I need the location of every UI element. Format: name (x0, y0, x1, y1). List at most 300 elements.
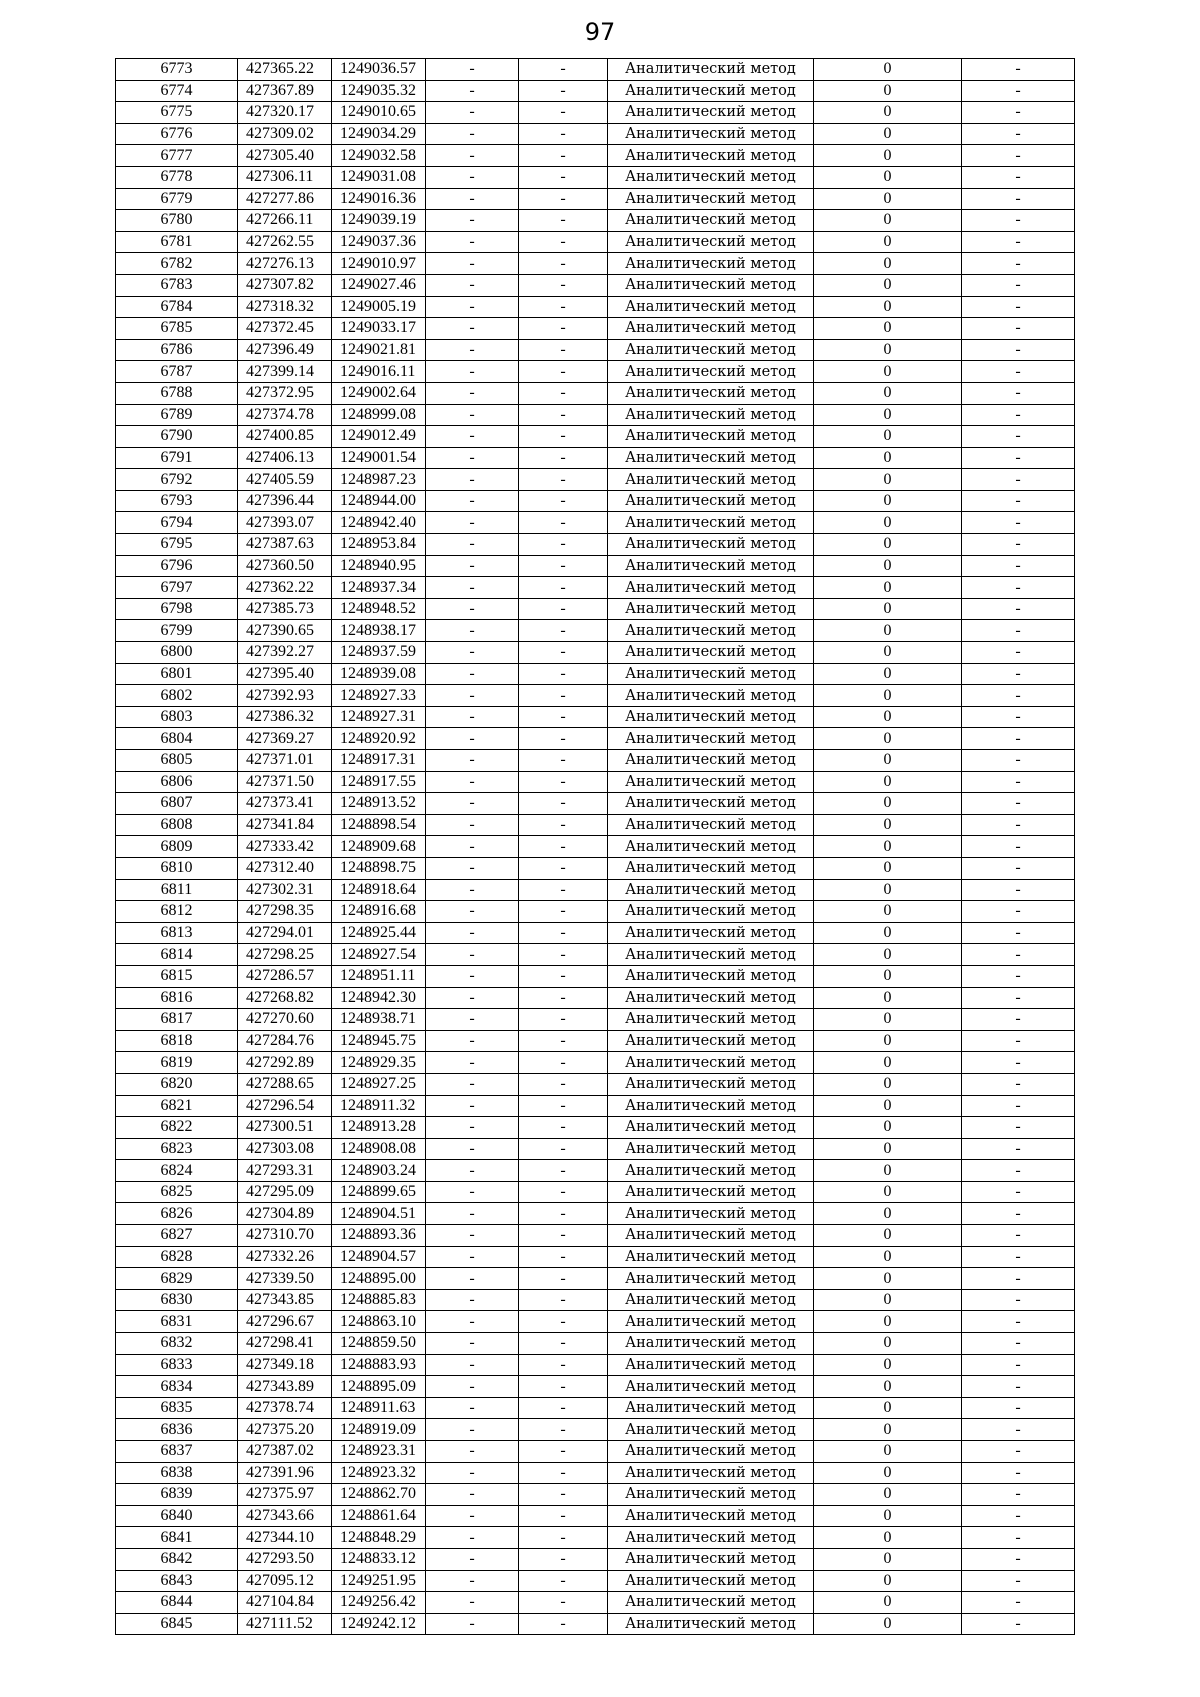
x-coordinate-cell: 427372.95 (238, 382, 332, 404)
dash-cell: - (962, 426, 1075, 448)
dash-cell: - (426, 1333, 519, 1355)
point-number-cell: 6841 (116, 1527, 238, 1549)
method-cell: Аналитический метод (608, 1225, 814, 1247)
table-row (116, 447, 1075, 469)
dash-cell: - (426, 1548, 519, 1570)
method-cell: Аналитический метод (608, 296, 814, 318)
dash-cell: - (962, 231, 1075, 253)
dash-cell: - (519, 555, 608, 577)
table-row (116, 857, 1075, 879)
error-value-cell: 0 (814, 1484, 962, 1506)
table-row (116, 987, 1075, 1009)
y-coordinate-cell: 1248918.64 (332, 879, 426, 901)
dash-cell: - (426, 1354, 519, 1376)
error-value-cell: 0 (814, 1073, 962, 1095)
dash-cell: - (519, 1570, 608, 1592)
error-value-cell: 0 (814, 231, 962, 253)
dash-cell: - (519, 145, 608, 167)
dash-cell: - (962, 145, 1075, 167)
dash-cell: - (426, 339, 519, 361)
point-number-cell: 6786 (116, 339, 238, 361)
point-number-cell: 6787 (116, 361, 238, 383)
dash-cell: - (426, 1311, 519, 1333)
method-cell: Аналитический метод (608, 836, 814, 858)
point-number-cell: 6781 (116, 231, 238, 253)
method-cell: Аналитический метод (608, 1052, 814, 1074)
point-number-cell: 6845 (116, 1613, 238, 1635)
dash-cell: - (426, 210, 519, 232)
table-row (116, 706, 1075, 728)
x-coordinate-cell: 427095.12 (238, 1570, 332, 1592)
error-value-cell: 0 (814, 490, 962, 512)
x-coordinate-cell: 427362.22 (238, 577, 332, 599)
dash-cell: - (426, 598, 519, 620)
method-cell: Аналитический метод (608, 1548, 814, 1570)
dash-cell: - (519, 1009, 608, 1031)
error-value-cell: 0 (814, 793, 962, 815)
y-coordinate-cell: 1249256.42 (332, 1592, 426, 1614)
x-coordinate-cell: 427371.01 (238, 750, 332, 772)
dash-cell: - (519, 706, 608, 728)
error-value-cell: 0 (814, 102, 962, 124)
dash-cell: - (962, 685, 1075, 707)
dash-cell: - (426, 857, 519, 879)
dash-cell: - (426, 1289, 519, 1311)
dash-cell: - (519, 1138, 608, 1160)
error-value-cell: 0 (814, 555, 962, 577)
dash-cell: - (426, 1397, 519, 1419)
dash-cell: - (519, 318, 608, 340)
y-coordinate-cell: 1248938.71 (332, 1009, 426, 1031)
x-coordinate-cell: 427375.20 (238, 1419, 332, 1441)
dash-cell: - (426, 1052, 519, 1074)
y-coordinate-cell: 1249242.12 (332, 1613, 426, 1635)
dash-cell: - (426, 404, 519, 426)
y-coordinate-cell: 1248937.34 (332, 577, 426, 599)
dash-cell: - (426, 663, 519, 685)
y-coordinate-cell: 1249027.46 (332, 274, 426, 296)
dash-cell: - (962, 577, 1075, 599)
point-number-cell: 6818 (116, 1030, 238, 1052)
dash-cell: - (962, 1181, 1075, 1203)
table-row (116, 771, 1075, 793)
dash-cell: - (962, 857, 1075, 879)
table-row (116, 210, 1075, 232)
method-cell: Аналитический метод (608, 1160, 814, 1182)
x-coordinate-cell: 427406.13 (238, 447, 332, 469)
error-value-cell: 0 (814, 339, 962, 361)
method-cell: Аналитический метод (608, 59, 814, 81)
x-coordinate-cell: 427298.41 (238, 1333, 332, 1355)
y-coordinate-cell: 1248911.32 (332, 1095, 426, 1117)
y-coordinate-cell: 1249001.54 (332, 447, 426, 469)
dash-cell: - (426, 728, 519, 750)
point-number-cell: 6840 (116, 1505, 238, 1527)
point-number-cell: 6815 (116, 965, 238, 987)
dash-cell: - (426, 1527, 519, 1549)
y-coordinate-cell: 1249032.58 (332, 145, 426, 167)
method-cell: Аналитический метод (608, 1203, 814, 1225)
y-coordinate-cell: 1248859.50 (332, 1333, 426, 1355)
y-coordinate-cell: 1248920.92 (332, 728, 426, 750)
x-coordinate-cell: 427307.82 (238, 274, 332, 296)
error-value-cell: 0 (814, 534, 962, 556)
table-row (116, 1117, 1075, 1139)
method-cell: Аналитический метод (608, 577, 814, 599)
point-number-cell: 6800 (116, 642, 238, 664)
dash-cell: - (962, 1117, 1075, 1139)
dash-cell: - (426, 447, 519, 469)
point-number-cell: 6774 (116, 80, 238, 102)
x-coordinate-cell: 427400.85 (238, 426, 332, 448)
x-coordinate-cell: 427391.96 (238, 1462, 332, 1484)
table-row (116, 620, 1075, 642)
table-row (116, 274, 1075, 296)
dash-cell: - (426, 879, 519, 901)
dash-cell: - (962, 59, 1075, 81)
point-number-cell: 6828 (116, 1246, 238, 1268)
method-cell: Аналитический метод (608, 404, 814, 426)
table-row (116, 1376, 1075, 1398)
dash-cell: - (519, 1246, 608, 1268)
error-value-cell: 0 (814, 1181, 962, 1203)
dash-cell: - (519, 447, 608, 469)
error-value-cell: 0 (814, 1225, 962, 1247)
dash-cell: - (519, 1181, 608, 1203)
dash-cell: - (519, 1095, 608, 1117)
dash-cell: - (426, 642, 519, 664)
dash-cell: - (519, 404, 608, 426)
table-row (116, 944, 1075, 966)
point-number-cell: 6808 (116, 814, 238, 836)
dash-cell: - (962, 1203, 1075, 1225)
point-number-cell: 6831 (116, 1311, 238, 1333)
error-value-cell: 0 (814, 253, 962, 275)
dash-cell: - (962, 555, 1075, 577)
dash-cell: - (426, 145, 519, 167)
coordinates-table-body (116, 59, 1075, 1635)
dash-cell: - (519, 620, 608, 642)
dash-cell: - (962, 750, 1075, 772)
method-cell: Аналитический метод (608, 80, 814, 102)
table-row (116, 426, 1075, 448)
y-coordinate-cell: 1249036.57 (332, 59, 426, 81)
point-number-cell: 6798 (116, 598, 238, 620)
dash-cell: - (426, 1138, 519, 1160)
dash-cell: - (519, 1117, 608, 1139)
error-value-cell: 0 (814, 1548, 962, 1570)
dash-cell: - (426, 1613, 519, 1635)
dash-cell: - (962, 965, 1075, 987)
point-number-cell: 6829 (116, 1268, 238, 1290)
y-coordinate-cell: 1249012.49 (332, 426, 426, 448)
point-number-cell: 6844 (116, 1592, 238, 1614)
dash-cell: - (962, 1376, 1075, 1398)
method-cell: Аналитический метод (608, 512, 814, 534)
dash-cell: - (519, 1073, 608, 1095)
table-row (116, 145, 1075, 167)
x-coordinate-cell: 427312.40 (238, 857, 332, 879)
method-cell: Аналитический метод (608, 555, 814, 577)
dash-cell: - (519, 1592, 608, 1614)
table-row (116, 1484, 1075, 1506)
dash-cell: - (426, 1462, 519, 1484)
point-number-cell: 6811 (116, 879, 238, 901)
x-coordinate-cell: 427270.60 (238, 1009, 332, 1031)
point-number-cell: 6785 (116, 318, 238, 340)
x-coordinate-cell: 427296.54 (238, 1095, 332, 1117)
point-number-cell: 6801 (116, 663, 238, 685)
method-cell: Аналитический метод (608, 1570, 814, 1592)
error-value-cell: 0 (814, 1333, 962, 1355)
method-cell: Аналитический метод (608, 210, 814, 232)
dash-cell: - (426, 80, 519, 102)
point-number-cell: 6778 (116, 166, 238, 188)
table-row (116, 296, 1075, 318)
dash-cell: - (962, 901, 1075, 923)
table-row (116, 382, 1075, 404)
point-number-cell: 6842 (116, 1548, 238, 1570)
table-row (116, 901, 1075, 923)
method-cell: Аналитический метод (608, 1484, 814, 1506)
error-value-cell: 0 (814, 1117, 962, 1139)
error-value-cell: 0 (814, 318, 962, 340)
point-number-cell: 6833 (116, 1354, 238, 1376)
method-cell: Аналитический метод (608, 901, 814, 923)
y-coordinate-cell: 1248917.55 (332, 771, 426, 793)
x-coordinate-cell: 427268.82 (238, 987, 332, 1009)
dash-cell: - (426, 965, 519, 987)
x-coordinate-cell: 427304.89 (238, 1203, 332, 1225)
dash-cell: - (426, 555, 519, 577)
method-cell: Аналитический метод (608, 771, 814, 793)
point-number-cell: 6832 (116, 1333, 238, 1355)
x-coordinate-cell: 427399.14 (238, 361, 332, 383)
y-coordinate-cell: 1248927.31 (332, 706, 426, 728)
table-row (116, 577, 1075, 599)
point-number-cell: 6791 (116, 447, 238, 469)
table-row (116, 1333, 1075, 1355)
point-number-cell: 6804 (116, 728, 238, 750)
x-coordinate-cell: 427387.63 (238, 534, 332, 556)
point-number-cell: 6837 (116, 1441, 238, 1463)
dash-cell: - (519, 231, 608, 253)
x-coordinate-cell: 427286.57 (238, 965, 332, 987)
x-coordinate-cell: 427262.55 (238, 231, 332, 253)
y-coordinate-cell: 1248848.29 (332, 1527, 426, 1549)
x-coordinate-cell: 427367.89 (238, 80, 332, 102)
y-coordinate-cell: 1248945.75 (332, 1030, 426, 1052)
table-row (116, 1592, 1075, 1614)
dash-cell: - (962, 1397, 1075, 1419)
error-value-cell: 0 (814, 814, 962, 836)
dash-cell: - (962, 534, 1075, 556)
table-row (116, 1289, 1075, 1311)
error-value-cell: 0 (814, 166, 962, 188)
method-cell: Аналитический метод (608, 1354, 814, 1376)
dash-cell: - (519, 879, 608, 901)
table-row (116, 836, 1075, 858)
x-coordinate-cell: 427293.31 (238, 1160, 332, 1182)
dash-cell: - (962, 1419, 1075, 1441)
method-cell: Аналитический метод (608, 620, 814, 642)
y-coordinate-cell: 1249010.65 (332, 102, 426, 124)
y-coordinate-cell: 1248999.08 (332, 404, 426, 426)
dash-cell: - (519, 469, 608, 491)
dash-cell: - (519, 1527, 608, 1549)
table-row (116, 1225, 1075, 1247)
x-coordinate-cell: 427374.78 (238, 404, 332, 426)
dash-cell: - (426, 1160, 519, 1182)
error-value-cell: 0 (814, 685, 962, 707)
table-row (116, 188, 1075, 210)
x-coordinate-cell: 427320.17 (238, 102, 332, 124)
dash-cell: - (962, 361, 1075, 383)
y-coordinate-cell: 1248927.33 (332, 685, 426, 707)
dash-cell: - (426, 1181, 519, 1203)
error-value-cell: 0 (814, 771, 962, 793)
y-coordinate-cell: 1248893.36 (332, 1225, 426, 1247)
dash-cell: - (962, 490, 1075, 512)
method-cell: Аналитический метод (608, 469, 814, 491)
y-coordinate-cell: 1249033.17 (332, 318, 426, 340)
x-coordinate-cell: 427298.35 (238, 901, 332, 923)
dash-cell: - (426, 1268, 519, 1290)
method-cell: Аналитический метод (608, 123, 814, 145)
dash-cell: - (519, 793, 608, 815)
dash-cell: - (519, 965, 608, 987)
coordinates-table (115, 58, 1075, 1635)
y-coordinate-cell: 1249010.97 (332, 253, 426, 275)
dash-cell: - (426, 296, 519, 318)
method-cell: Аналитический метод (608, 166, 814, 188)
error-value-cell: 0 (814, 836, 962, 858)
table-row (116, 490, 1075, 512)
dash-cell: - (962, 512, 1075, 534)
dash-cell: - (519, 1203, 608, 1225)
table-row (116, 1441, 1075, 1463)
method-cell: Аналитический метод (608, 1527, 814, 1549)
method-cell: Аналитический метод (608, 814, 814, 836)
table-row (116, 965, 1075, 987)
method-cell: Аналитический метод (608, 793, 814, 815)
error-value-cell: 0 (814, 1505, 962, 1527)
table-row (116, 814, 1075, 836)
dash-cell: - (519, 166, 608, 188)
error-value-cell: 0 (814, 922, 962, 944)
dash-cell: - (519, 857, 608, 879)
dash-cell: - (962, 1333, 1075, 1355)
method-cell: Аналитический метод (608, 145, 814, 167)
y-coordinate-cell: 1248929.35 (332, 1052, 426, 1074)
table-row (116, 512, 1075, 534)
dash-cell: - (426, 987, 519, 1009)
table-row (116, 253, 1075, 275)
dash-cell: - (426, 1441, 519, 1463)
method-cell: Аналитический метод (608, 706, 814, 728)
y-coordinate-cell: 1249016.36 (332, 188, 426, 210)
dash-cell: - (519, 728, 608, 750)
dash-cell: - (962, 166, 1075, 188)
dash-cell: - (962, 80, 1075, 102)
error-value-cell: 0 (814, 598, 962, 620)
dash-cell: - (519, 1397, 608, 1419)
method-cell: Аналитический метод (608, 1181, 814, 1203)
method-cell: Аналитический метод (608, 728, 814, 750)
y-coordinate-cell: 1248937.59 (332, 642, 426, 664)
dash-cell: - (426, 1117, 519, 1139)
x-coordinate-cell: 427365.22 (238, 59, 332, 81)
dash-cell: - (426, 534, 519, 556)
method-cell: Аналитический метод (608, 987, 814, 1009)
dash-cell: - (519, 296, 608, 318)
y-coordinate-cell: 1248948.52 (332, 598, 426, 620)
error-value-cell: 0 (814, 1592, 962, 1614)
y-coordinate-cell: 1248909.68 (332, 836, 426, 858)
dash-cell: - (426, 59, 519, 81)
dash-cell: - (426, 836, 519, 858)
y-coordinate-cell: 1248987.23 (332, 469, 426, 491)
x-coordinate-cell: 427387.02 (238, 1441, 332, 1463)
error-value-cell: 0 (814, 1462, 962, 1484)
x-coordinate-cell: 427373.41 (238, 793, 332, 815)
x-coordinate-cell: 427298.25 (238, 944, 332, 966)
y-coordinate-cell: 1248919.09 (332, 1419, 426, 1441)
point-number-cell: 6810 (116, 857, 238, 879)
table-row (116, 1548, 1075, 1570)
dash-cell: - (962, 1268, 1075, 1290)
dash-cell: - (962, 1484, 1075, 1506)
dash-cell: - (962, 1009, 1075, 1031)
y-coordinate-cell: 1249035.32 (332, 80, 426, 102)
y-coordinate-cell: 1248923.31 (332, 1441, 426, 1463)
method-cell: Аналитический метод (608, 1311, 814, 1333)
error-value-cell: 0 (814, 296, 962, 318)
dash-cell: - (962, 1613, 1075, 1635)
dash-cell: - (962, 1592, 1075, 1614)
error-value-cell: 0 (814, 750, 962, 772)
point-number-cell: 6813 (116, 922, 238, 944)
method-cell: Аналитический метод (608, 750, 814, 772)
dash-cell: - (519, 1548, 608, 1570)
y-coordinate-cell: 1248917.31 (332, 750, 426, 772)
dash-cell: - (962, 598, 1075, 620)
method-cell: Аналитический метод (608, 944, 814, 966)
method-cell: Аналитический метод (608, 1333, 814, 1355)
x-coordinate-cell: 427395.40 (238, 663, 332, 685)
method-cell: Аналитический метод (608, 1268, 814, 1290)
method-cell: Аналитический метод (608, 965, 814, 987)
table-row (116, 1311, 1075, 1333)
x-coordinate-cell: 427393.07 (238, 512, 332, 534)
table-row (116, 555, 1075, 577)
point-number-cell: 6822 (116, 1117, 238, 1139)
method-cell: Аналитический метод (608, 361, 814, 383)
dash-cell: - (519, 987, 608, 1009)
method-cell: Аналитический метод (608, 534, 814, 556)
error-value-cell: 0 (814, 447, 962, 469)
method-cell: Аналитический метод (608, 274, 814, 296)
error-value-cell: 0 (814, 1095, 962, 1117)
method-cell: Аналитический метод (608, 922, 814, 944)
method-cell: Аналитический метод (608, 1117, 814, 1139)
dash-cell: - (962, 836, 1075, 858)
dash-cell: - (962, 404, 1075, 426)
dash-cell: - (519, 188, 608, 210)
dash-cell: - (962, 1138, 1075, 1160)
dash-cell: - (426, 166, 519, 188)
dash-cell: - (519, 642, 608, 664)
